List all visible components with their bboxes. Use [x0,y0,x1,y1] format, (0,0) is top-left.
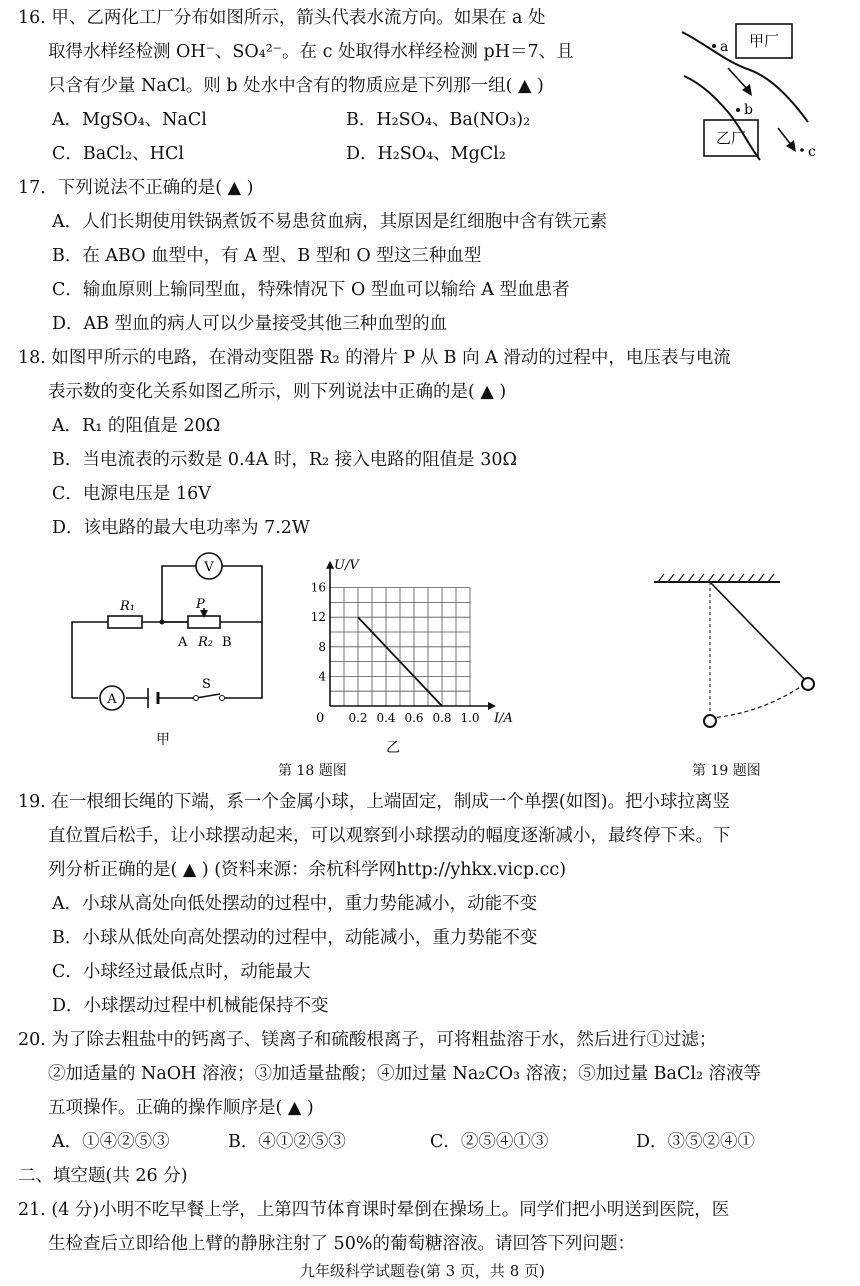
pendulum-figure [640,566,840,746]
q16-stem-line-1: 16. 甲、乙两化工厂分布如图所示，箭头代表水流方向。如果在 a 处 [18,8,546,28]
slider-p-label: P [196,597,205,612]
q18-figure-caption: 第 18 题图 [278,763,347,779]
point-c-label: c [808,144,816,160]
q19-stem-line-2: 直位置后松手，让小球摆动起来，可以观察到小球摆动的幅度逐渐减小，最终停下来。下 [48,826,731,846]
q20-stem-line-2: ②加适量的 NaOH 溶液；③加适量盐酸；④加过量 Na₂CO₃ 溶液；⑤加过量 BaCl₂ 溶液等 [48,1064,762,1084]
voltmeter-label: V [204,560,214,575]
point-b-label: b [744,102,753,118]
q18-option-b: B．当电流表的示数是 0.4A 时，R₂ 接入电路的阻值是 30Ω [52,450,518,470]
q16-option-d: D．H₂SO₄、MgCl₂ [346,144,506,164]
ball-lowest-icon [704,715,716,727]
q17-option-c: C．输血原则上输同型血，特殊情况下 O 型血可以输给 A 型血患者 [52,280,570,300]
q21-stem-line-2: 生检查后立即给他上臂的静脉注射了 50%的葡萄糖溶液。请回答下列问题： [48,1234,635,1254]
r2-label: R₂ [198,635,213,650]
q16-stem-line-2: 取得水样经检测 OH⁻、SO₄²⁻。在 c 处取得水样经检测 pH＝7、且 [48,42,574,62]
x-tick-label: 0.4 [376,711,396,725]
circuit-caption: 甲 [156,732,170,748]
q20-option-b: B．④①②⑤③ [228,1132,346,1152]
factory-jia-label: 甲厂 [748,32,780,50]
terminal-a-label: A [178,635,188,650]
q17-stem: 17．下列说法不正确的是( ▲ ) [18,178,254,198]
factory-yi-label: 乙厂 [715,129,747,147]
x-axis-arrow-icon [488,702,496,710]
x-tick-label: 0.8 [432,711,452,725]
q18-option-a: A．R₁ 的阻值是 20Ω [52,416,221,436]
q20-option-a: A．①④②⑤③ [52,1132,170,1152]
y-tick-label: 8 [318,639,326,654]
section-heading: 二、填空题(共 26 分) [18,1166,188,1186]
q18-stem-line-2: 表示数的变化关系如图乙所示，则下列说法中正确的是( ▲ ) [48,382,507,402]
factory-figure [676,10,856,170]
q17-option-b: B．在 ABO 血型中，有 A 型、B 型和 O 型这三种血型 [52,246,482,266]
page-footer: 九年级科学试题卷(第 3 页，共 8 页) [300,1262,545,1280]
q20-option-d: D．③⑤②④① [636,1132,756,1152]
q19-option-d: D．小球摆动过程中机械能保持不变 [52,996,329,1016]
circuit-figure [62,548,282,748]
x-tick-label: 0.2 [348,711,368,725]
y-axis-arrow-icon [326,561,334,569]
graph-caption: 乙 [386,740,400,756]
x-tick-label: 0.6 [404,711,424,725]
x-tick-label: 1.0 [460,711,480,725]
q19-option-c: C．小球经过最低点时，动能最大 [52,962,311,982]
q19-figure-caption: 第 19 题图 [692,763,761,779]
q21-stem-line-1: 21. (4 分)小明不吃早餐上学，上第四节体育课时晕倒在操场上。同学们把小明送到医院，医 [18,1200,730,1220]
origin-label: 0 [316,711,325,726]
swing-path [710,684,805,718]
q17-option-a: A．人们长期使用铁锅煮饭不易患贫血病，其原因是红细胞中含有铁元素 [52,212,608,232]
q19-option-a: A．小球从高处向低处摆动的过程中，重力势能减小，动能不变 [52,894,538,914]
ammeter-label: A [107,692,117,707]
q16-option-c: C．BaCl₂、HCl [52,144,184,164]
q20-stem-line-3: 五项操作。正确的操作顺序是( ▲ ) [48,1098,314,1118]
q16-option-a: A．MgSO₄、NaCl [52,110,207,130]
y-axis-label: U/V [334,557,359,573]
point-a-label: a [720,39,729,55]
r1-label: R₁ [120,599,135,614]
q18-option-d: D．该电路的最大电功率为 7.2W [52,518,310,538]
x-axis-label: I/A [494,711,513,726]
q20-option-c: C．②⑤④①③ [430,1132,549,1152]
ceiling-hatch [658,574,774,582]
q19-option-b: B．小球从低处向高处摆动的过程中，动能减小，重力势能不变 [52,928,538,948]
q19-stem-line-1: 19. 在一根细长绳的下端，系一个金属小球，上端固定，制成一个单摆(如图)。把小球拉离竖 [18,792,731,812]
q18-option-c: C．电源电压是 16V [52,484,211,504]
y-tick-label: 12 [310,610,326,625]
resistor-r1 [108,616,142,628]
terminal-b-label: B [222,635,232,650]
flow-arrow-2-icon [786,140,796,152]
q17-option-d: D．AB 型血的病人可以少量接受其他三种血型的血 [52,314,448,334]
q19-stem-line-3: 列分析正确的是( ▲ ) (资料来源：余杭科学网http://yhkx.vicp.cc) [48,860,567,880]
q16-stem-line-3: 只含有少量 NaCl。则 b 处水中含有的物质应是下列那一组( ▲ ) [48,76,544,96]
switch-label: S [202,677,211,692]
q16-option-b: B．H₂SO₄、Ba(NO₃)₂ [346,110,531,130]
y-tick-label: 4 [318,669,326,684]
y-tick-label: 16 [310,580,326,595]
pendulum-string [710,582,805,680]
q18-stem-line-1: 18. 如图甲所示的电路，在滑动变阻器 R₂ 的滑片 P 从 B 向 A 滑动的过程中，电压表与电流 [18,348,731,368]
ball-icon [802,678,814,690]
q20-stem-line-1: 20. 为了除去粗盐中的钙离子、镁离子和硫酸根离子，可将粗盐溶于水，然后进行①过滤； [18,1030,717,1050]
ui-graph [304,556,524,756]
